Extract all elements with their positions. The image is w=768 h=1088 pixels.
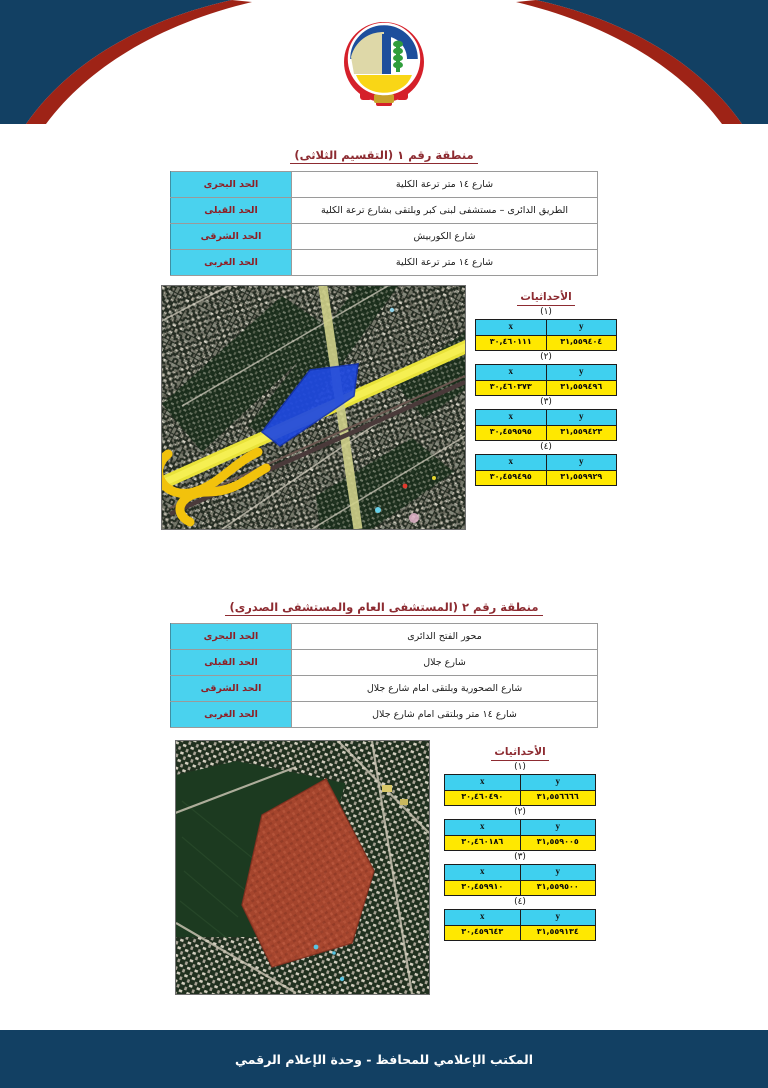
boundary-value: محور الفتح الدائرى — [292, 624, 598, 650]
table-row — [171, 172, 598, 198]
boundary-label: الحد القبلى — [171, 650, 292, 676]
coordinate-y-value: ٣١,٥٥٩٠٠٥ — [520, 835, 596, 850]
coordinate-value-row — [476, 380, 617, 395]
coordinate-value-row — [476, 335, 617, 350]
coordinate-header-row — [445, 819, 596, 835]
document-body — [0, 124, 768, 1030]
boundary-value: شارع ١٤ متر ترعة الكلية — [292, 172, 598, 198]
coordinate-table — [475, 409, 617, 441]
boundary-value: شارع ١٤ متر ترعة الكلية — [292, 250, 598, 276]
boundary-label: الحد الشرقى — [171, 224, 292, 250]
zone-2-detail-row — [0, 740, 768, 995]
coordinate-y-header: y — [546, 319, 617, 335]
coordinate-table — [444, 774, 596, 806]
coordinate-index: (٢) — [540, 351, 552, 362]
coordinate-header-row — [476, 454, 617, 470]
coordinate-x-value: ٣٠,٤٥٩٦٤٣ — [445, 925, 521, 940]
section-2-title-wrap — [0, 596, 768, 616]
coordinate-table — [475, 454, 617, 486]
coordinate-x-header: x — [445, 819, 521, 835]
boundary-label: الحد الغربى — [171, 250, 292, 276]
coordinates-label-2: الأحداثيات — [491, 746, 548, 761]
table-row — [171, 650, 598, 676]
table-row — [171, 624, 598, 650]
coordinate-table — [444, 819, 596, 851]
boundary-label: الحد البحرى — [171, 172, 292, 198]
coordinate-header-row — [445, 909, 596, 925]
coordinate-x-value: ٣٠,٤٦٠٤٩٠ — [445, 790, 521, 805]
coordinate-y-value: ٣١,٥٥٩٤٢٣ — [546, 425, 617, 440]
section-2-title: منطقة رقم ٢ (المستشفى العام والمستشفى الصدرى) — [225, 600, 542, 616]
satellite-map-zone-2 — [175, 740, 430, 995]
coordinate-index: (٤) — [514, 896, 526, 907]
coordinate-x-header: x — [476, 319, 547, 335]
coordinate-value-row — [476, 470, 617, 485]
coordinate-header-row — [445, 864, 596, 880]
coordinate-value-row — [445, 925, 596, 940]
coordinate-y-header: y — [546, 454, 617, 470]
coordinates-label-1: الأحداثيات — [517, 291, 574, 306]
coordinate-header-row — [476, 409, 617, 425]
table-row — [171, 250, 598, 276]
table-row — [171, 224, 598, 250]
boundary-label: الحد البحرى — [171, 624, 292, 650]
section-1-title-wrap — [0, 144, 768, 164]
governorate-emblem — [336, 12, 432, 110]
coordinate-y-value: ٣١,٥٥٩٤٠٤ — [546, 335, 617, 350]
coordinate-table — [444, 909, 596, 941]
coordinate-x-value: ٣٠,٤٥٩٩١٠ — [445, 880, 521, 895]
coordinate-table — [444, 864, 596, 896]
coordinate-y-header: y — [520, 909, 596, 925]
boundary-label: الحد الشرقى — [171, 676, 292, 702]
boundary-label: الحد القبلى — [171, 198, 292, 224]
coordinate-value-row — [445, 880, 596, 895]
coordinate-y-value: ٣١,٥٥٩٤٩٦ — [546, 380, 617, 395]
coordinate-index: (٢) — [514, 806, 526, 817]
boundary-table-2 — [170, 623, 598, 728]
coordinate-y-header: y — [520, 819, 596, 835]
coordinate-y-header: y — [520, 774, 596, 790]
boundary-value: شارع ١٤ متر وبلتقى امام شارع جلال — [292, 702, 598, 728]
coordinate-header-row — [445, 774, 596, 790]
coordinate-table — [475, 319, 617, 351]
coordinate-y-value: ٣١,٥٥٩٩٢٩ — [546, 470, 617, 485]
coordinate-x-value: ٣٠,٤٦٠١١١ — [476, 335, 547, 350]
boundary-label: الحد الغربى — [171, 702, 292, 728]
coordinate-x-header: x — [445, 909, 521, 925]
coordinate-x-value: ٣٠,٤٥٩٤٩٥ — [476, 470, 547, 485]
coordinate-index: (٤) — [540, 441, 552, 452]
boundary-value: الطريق الدائرى – مستشفى لبنى كبر وبلتقى بشارع ترعة الكلية — [292, 198, 598, 224]
coordinate-value-row — [445, 790, 596, 805]
coordinate-y-value: ٣١,٥٥٦٦٦٦ — [520, 790, 596, 805]
coordinate-index: (٣) — [540, 396, 552, 407]
coordinate-index: (١) — [540, 306, 552, 317]
zone-1-detail-row — [0, 285, 768, 530]
coordinate-value-row — [445, 835, 596, 850]
coordinate-y-value: ٣١,٥٥٩١٣٤ — [520, 925, 596, 940]
footer-text: المكتب الإعلامي للمحافظ - وحدة الإعلام الرقمي — [235, 1051, 534, 1067]
coordinates-block-2 — [440, 740, 600, 940]
table-row — [171, 676, 598, 702]
coordinate-x-value: ٣٠,٤٦٠١٨٦ — [445, 835, 521, 850]
coordinate-x-header: x — [476, 364, 547, 380]
table-row — [171, 702, 598, 728]
coordinate-table — [475, 364, 617, 396]
boundary-value: شارع الصحورية وبلتقى امام شارع جلال — [292, 676, 598, 702]
coordinate-y-header: y — [546, 409, 617, 425]
zone-section-2 — [0, 596, 768, 995]
coordinate-x-value: ٣٠,٤٦٠٣٧٣ — [476, 380, 547, 395]
coordinate-index: (١) — [514, 761, 526, 772]
coordinates-block-1 — [470, 285, 622, 485]
footer-bar — [0, 1030, 768, 1088]
section-1-title: منطقة رقم ١ (التقسيم الثلاثى) — [290, 148, 477, 164]
coordinate-x-header: x — [445, 864, 521, 880]
table-row — [171, 198, 598, 224]
coordinate-x-header: x — [445, 774, 521, 790]
coordinate-y-value: ٣١,٥٥٩٥٠٠ — [520, 880, 596, 895]
coordinate-x-header: x — [476, 409, 547, 425]
boundary-table-1 — [170, 171, 598, 276]
satellite-map-zone-1 — [161, 285, 466, 530]
coordinate-header-row — [476, 364, 617, 380]
boundary-value: شارع جلال — [292, 650, 598, 676]
zone-section-1 — [0, 144, 768, 530]
coordinate-header-row — [476, 319, 617, 335]
coordinate-y-header: y — [520, 864, 596, 880]
boundary-value: شارع الكوربيش — [292, 224, 598, 250]
coordinate-index: (٣) — [514, 851, 526, 862]
coordinate-value-row — [476, 425, 617, 440]
coordinate-x-value: ٣٠,٤٥٩٥٩٥ — [476, 425, 547, 440]
coordinate-x-header: x — [476, 454, 547, 470]
coordinate-y-header: y — [546, 364, 617, 380]
